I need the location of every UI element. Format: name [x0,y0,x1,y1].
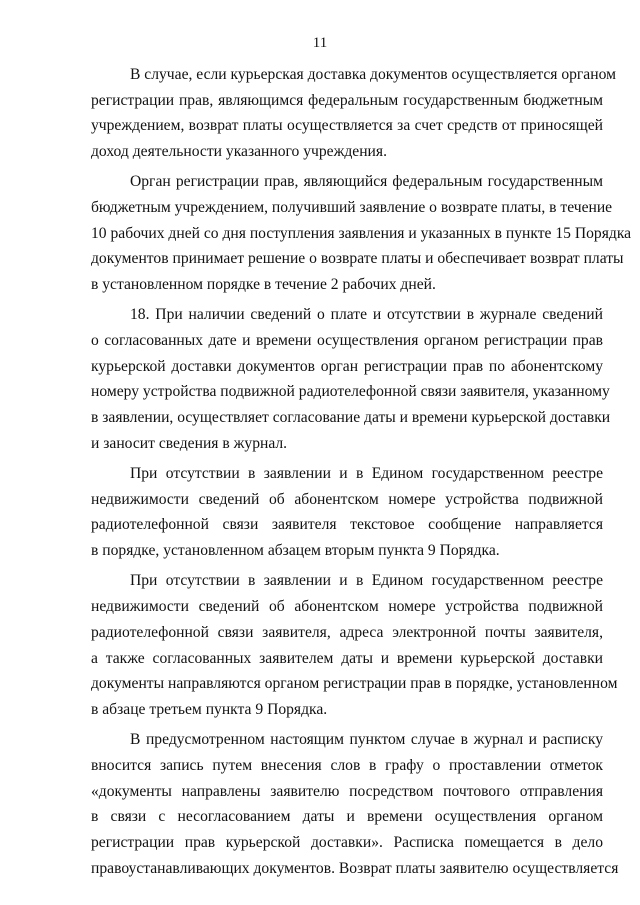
text-line: номеру устройства подвижной радиотелефонной связи заявителя, указанному [91,383,610,401]
text-line: в заявлении, осуществляет согласование даты и времени курьерской доставки [91,409,611,427]
text-line: вносится запись путем внесения слов в графу о проставлении отметок [91,756,603,774]
text-line: радиотелефонной связи заявителя, адреса электронной почты заявителя, [91,623,603,641]
text-line: доход деятельности указанного учреждения. [91,143,387,161]
text-line: бюджетным учреждением, получивший заявление о возврате платы, в течение [91,199,613,217]
document-body [91,62,632,881]
text-line: документы направляются органом регистрации прав в порядке, установленном [91,675,618,693]
text-line: недвижимости сведений об абонентском номере устройства подвижной [91,598,603,616]
text-line: 10 рабочих дней со дня поступления заявления и указанных в пункте 15 Порядка [91,224,632,242]
paragraph-6 [91,727,619,881]
text-line: В случае, если курьерская доставка документов осуществляется органом [130,66,616,83]
text-line: правоустанавливающих документов. Возврат платы заявителю осуществляется [91,859,619,877]
paragraph-4 [91,461,603,564]
text-line: При отсутствии в заявлении и в Едином государственном реестре [130,572,603,590]
text-line: курьерской доставки документов орган регистрации прав по абонентскому [91,357,603,375]
text-line: в порядке, установленном абзацем вторым пункта 9 Порядка. [91,542,500,560]
text-line: недвижимости сведений об абонентском номере устройства подвижной [91,490,603,508]
paragraph-5 [91,568,618,722]
text-line: а также согласованных заявителем даты и времени курьерской доставки [91,649,603,667]
text-line: регистрации прав курьерской доставки». Расписка помещается в дело [91,833,603,851]
paragraph-3 [91,302,611,456]
text-line: 18. При наличии сведений о плате и отсутствии в журнале сведений [130,306,603,324]
text-line: учреждением, возврат платы осуществляется за счет средств от приносящей [91,117,603,135]
text-line: При отсутствии в заявлении и в Едином государственном реестре [130,465,603,483]
paragraph-2 [91,169,632,297]
text-line: в связи с несогласованием даты и времени осуществления органом [91,808,603,826]
text-line: регистрации прав, являющимся федеральным государственным бюджетным [91,91,603,109]
text-line: В предусмотренном настоящим пунктом случае в журнал и расписку [130,731,603,749]
page-number: 11 [312,35,328,51]
paragraph-1 [91,62,616,165]
text-line: и заносит сведения в журнал. [91,434,288,452]
text-line: в установленном порядке в течение 2 рабочих дней. [91,276,436,294]
text-line: Орган регистрации прав, являющийся федеральным государственным [130,173,603,191]
text-line: о согласованных дате и времени осуществления органом регистрации прав [91,332,603,350]
text-line: радиотелефонной связи заявителя текстовое сообщение направляется [91,516,603,534]
text-line: в абзаце третьем пункта 9 Порядка. [91,700,328,718]
text-line: «документы направлены заявителю посредством почтового отправления [91,782,603,800]
text-line: документов принимает решение о возврате платы и обеспечивает возврат платы [91,250,624,268]
